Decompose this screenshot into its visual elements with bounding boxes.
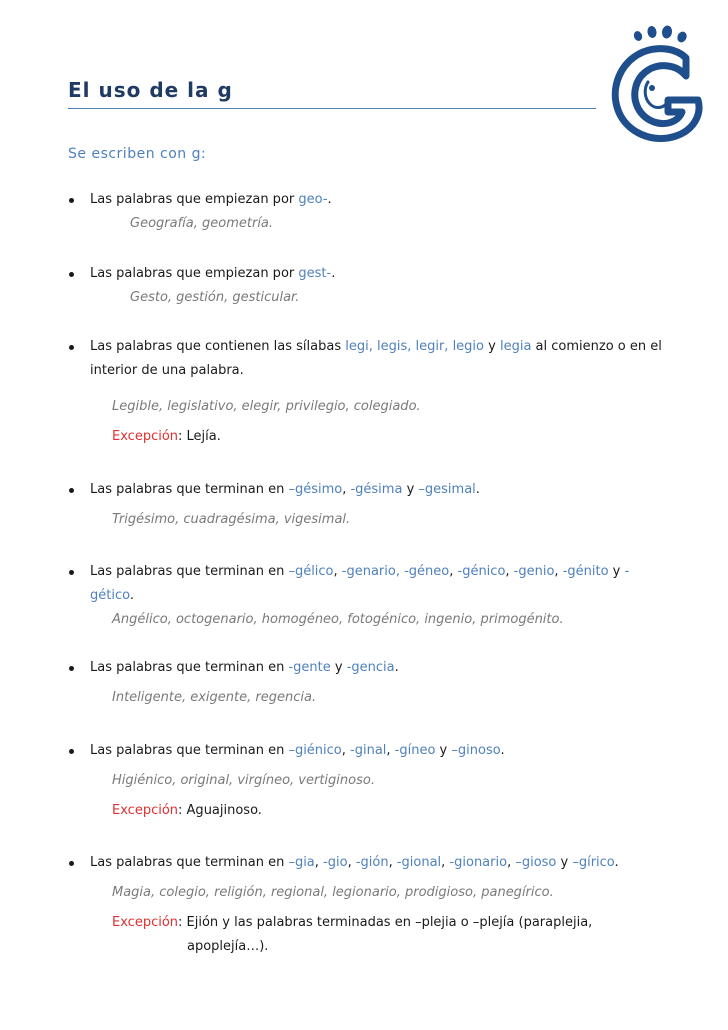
rule-text-fragment: , xyxy=(314,855,324,870)
rule-exception xyxy=(68,799,668,823)
highlighted-syllable: -gencia xyxy=(346,660,395,675)
rule-item xyxy=(68,335,668,449)
rule-text-fragment: , xyxy=(441,855,450,870)
exception-continuation: apoplejía…). xyxy=(187,939,269,954)
highlighted-syllable: -génito xyxy=(562,564,609,579)
rule-text-fragment: y xyxy=(435,743,452,758)
rule-exception xyxy=(68,911,668,959)
highlighted-syllable: -gésima xyxy=(350,482,403,497)
rule-text-fragment: y xyxy=(402,482,419,497)
rule-text-fragment: y xyxy=(608,564,625,579)
highlighted-syllable: -gional xyxy=(396,855,442,870)
exception-text: : Lejía. xyxy=(178,429,221,444)
rule-text-fragment: , xyxy=(449,564,458,579)
exception-text: : Ejión y las palabras terminadas en –plejia o –plejía (paraplejia, xyxy=(178,915,593,930)
rule-text-fragment: , xyxy=(554,564,563,579)
rule-text xyxy=(68,478,668,502)
highlighted-syllable: -gente xyxy=(288,660,331,675)
rule-text-fragment: Las palabras que empiezan por xyxy=(90,266,299,281)
rule-text xyxy=(68,188,668,212)
rule-text xyxy=(68,739,668,763)
rule-text-fragment: , xyxy=(347,855,356,870)
highlighted-syllable: -gio xyxy=(323,855,348,870)
title-underline xyxy=(68,108,596,109)
rule-text-fragment: , xyxy=(507,855,516,870)
rule-text-fragment: y xyxy=(330,660,347,675)
rule-text-fragment: . xyxy=(129,588,134,603)
rule-text-fragment: . xyxy=(331,266,336,281)
rule-text-fragment: y xyxy=(556,855,573,870)
page-title: El uso de la g xyxy=(68,78,233,102)
highlighted-syllable: –gioso xyxy=(515,855,557,870)
rule-examples: Higiénico, original, virgíneo, vertiginoso. xyxy=(112,773,375,788)
rule-text-fragment: Las palabras que terminan en xyxy=(90,482,289,497)
rule-exception xyxy=(68,425,668,449)
rule-text-fragment: , xyxy=(333,564,342,579)
highlighted-syllable: -gión xyxy=(355,855,389,870)
rule-examples: Geografía, geometría. xyxy=(130,216,274,231)
rule-text-fragment: , xyxy=(386,743,395,758)
highlighted-syllable: -gíneo xyxy=(394,743,436,758)
highlighted-syllable: gest- xyxy=(298,266,332,281)
rule-item xyxy=(68,656,668,710)
rule-text xyxy=(68,560,668,608)
rule-examples: Legible, legislativo, elegir, privilegio, colegiado. xyxy=(112,399,421,414)
rule-examples: Magia, colegio, religión, regional, legionario, prodigioso, panegírico. xyxy=(112,885,554,900)
rule-text-fragment: Las palabras que terminan en xyxy=(90,743,289,758)
exception-label: Excepción xyxy=(112,915,179,930)
exception-label: Excepción xyxy=(112,429,179,444)
section-subtitle: Se escriben con g: xyxy=(68,146,207,162)
highlighted-syllable: -génico xyxy=(457,564,506,579)
highlighted-syllable: legia xyxy=(499,339,532,354)
highlighted-syllable: -ginal xyxy=(350,743,387,758)
rule-item xyxy=(68,478,668,532)
rule-text-fragment: , xyxy=(505,564,514,579)
highlighted-syllable: –gia xyxy=(288,855,315,870)
rule-item xyxy=(68,851,668,959)
rule-item xyxy=(68,188,668,236)
rule-item xyxy=(68,739,668,823)
rule-item xyxy=(68,560,668,632)
rule-text xyxy=(68,335,668,383)
highlighted-syllable: -genario, -géneo xyxy=(341,564,450,579)
rule-text-fragment: . xyxy=(500,743,505,758)
exception-text: : Aguajinoso. xyxy=(178,803,262,818)
rule-text-fragment: y xyxy=(484,339,500,354)
rule-text-fragment: Las palabras que contienen las sílabas xyxy=(90,339,346,354)
rule-text xyxy=(68,656,668,680)
highlighted-syllable: -genio xyxy=(513,564,555,579)
rule-text-fragment: al comienzo o en el interior de una palabra. xyxy=(90,339,662,378)
rule-text-fragment: Las palabras que terminan en xyxy=(90,660,289,675)
highlighted-syllable: –giénico xyxy=(288,743,342,758)
rule-text-fragment: . xyxy=(394,660,399,675)
highlighted-syllable: –gélico xyxy=(288,564,334,579)
highlighted-syllable: -gético xyxy=(90,564,630,603)
highlighted-syllable: –ginoso xyxy=(451,743,501,758)
highlighted-syllable: –gésimo xyxy=(288,482,343,497)
highlighted-syllable: geo- xyxy=(298,192,328,207)
rule-text xyxy=(68,262,668,286)
rule-text-fragment: Las palabras que terminan en xyxy=(90,855,289,870)
rule-item xyxy=(68,262,668,310)
rule-text-fragment: , xyxy=(388,855,397,870)
rule-text-fragment: . xyxy=(327,192,332,207)
rule-text-fragment: Las palabras que empiezan por xyxy=(90,192,299,207)
rule-text-fragment: . xyxy=(614,855,619,870)
highlighted-syllable: –gírico xyxy=(572,855,615,870)
highlighted-syllable: –gesimal xyxy=(418,482,476,497)
rule-text xyxy=(68,851,668,875)
rule-text-fragment: , xyxy=(342,482,351,497)
exception-label: Excepción xyxy=(112,803,179,818)
highlighted-syllable: -gionario xyxy=(449,855,508,870)
rule-text-fragment: , xyxy=(341,743,351,758)
rule-examples: Gesto, gestión, gesticular. xyxy=(130,290,300,305)
g-letter-logo-icon xyxy=(598,22,708,150)
rule-examples: Trigésimo, cuadragésima, vigesimal. xyxy=(112,512,351,527)
rule-examples: Inteligente, exigente, regencia. xyxy=(112,690,317,705)
highlighted-syllable: legi, legis, legir, legio xyxy=(345,339,484,354)
rule-text-fragment: Las palabras que terminan en xyxy=(90,564,289,579)
rule-text-fragment: . xyxy=(475,482,480,497)
rule-examples: Angélico, octogenario, homogéneo, fotogénico, ingenio, primogénito. xyxy=(112,612,564,627)
